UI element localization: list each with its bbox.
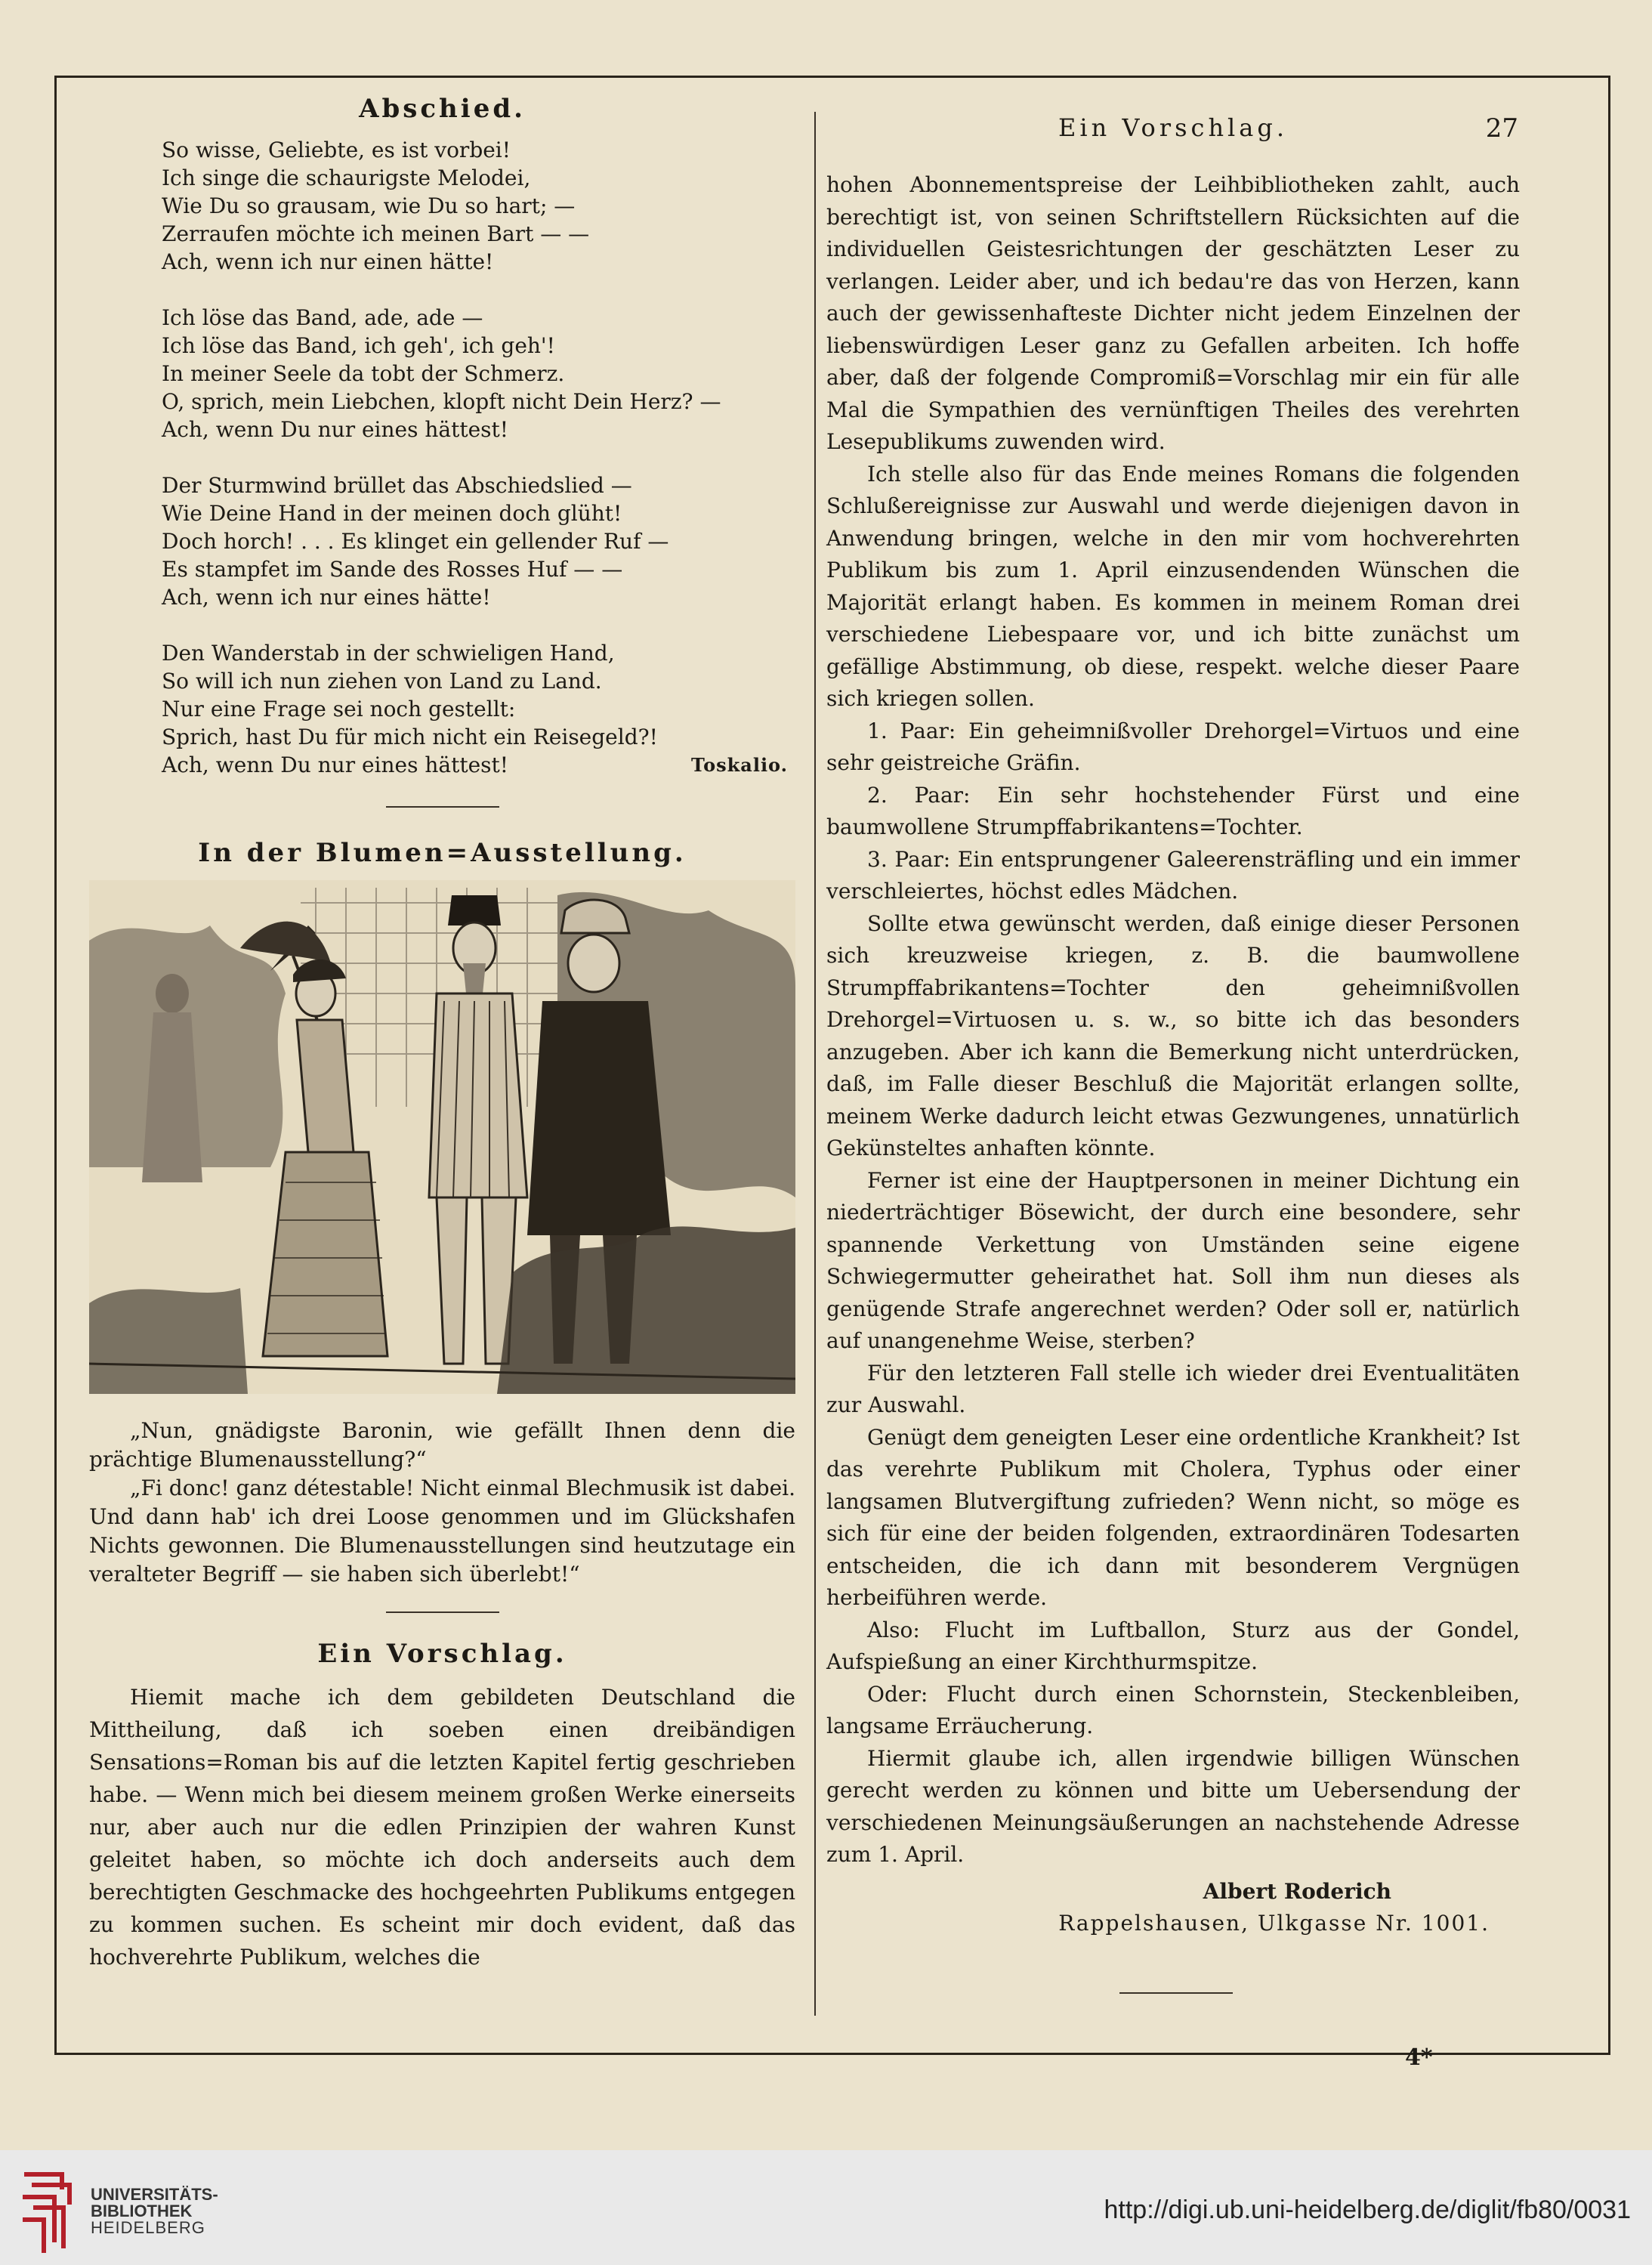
paragraph: Sollte etwa gewünscht werden, daß einige dieser Personen sich kreuzweise kriegen, z. B. die baumwollene Strumpffabrikantens=Tochter den geheimnißvollen Drehorgel=Virtuosen u. s. w., so bitte ich das besonders anzugeben. Aber ich kann die Bemerkung nicht unterdrücken, daß, im Falle dieser Beschluß die Majorität erlangen sollte, meinem Werke dadurch leicht etwas Gezwungenes, unnatürlich Gekünsteltes anhaften könnte. <box>826 910 1520 1160</box>
paragraph: 3. Paar: Ein entsprungener Galeerensträfling und ein immer verschleiertes, höchst edles Mädchen. <box>826 846 1520 904</box>
poem-line: Ach, wenn ich nur einen hätte! <box>162 249 494 274</box>
paragraph: Oder: Flucht durch einen Schornstein, Steckenbleiben, langsame Erräucherung. <box>826 1681 1520 1738</box>
author-address: Rappelshausen, Ulkgasse Nr. 1001. <box>1058 1910 1490 1936</box>
poem-title: Abschied. <box>359 94 526 124</box>
poem-line: Es stampfet im Sande des Rosses Huf — — <box>162 557 623 582</box>
paragraph: Ferner ist eine der Hauptpersonen in meiner Dichtung ein niederträchtiger Bösewicht, der durch eine besondere, sehr spannende Verkettung von Umständen seine eigene Schwiegermutter geheirathet hat. Soll ihm nun dieses als genügende Strafe angerechnet werden? Oder soll er, natürlich auf unangenehme Weise, sterben? <box>826 1167 1520 1353</box>
library-logo-icon[interactable] <box>17 2159 79 2256</box>
running-title: Ein Vorschlag. <box>1058 113 1289 142</box>
viewer-footer <box>0 2150 1652 2265</box>
poem-line: Ich singe die schaurigste Melodei, <box>162 165 531 190</box>
library-line-2: BIBLIOTHEK <box>91 2202 193 2220</box>
section-title-flower-show: In der Blumen=Ausstellung. <box>198 838 687 868</box>
paragraph: hohen Abonnementspreise der Leihbibliotheken zahlt, auch berechtigt ist, von seinen Schriftstellern Rücksichten auf die individuellen Geistesrichtungen der geschätzten Leser zu verlangen. Leider aber, und ich bedau're das von Herzen, kann auch der gewissenhafteste Dichter nicht jedem Einzelnen der liebenswürdigen Leser ganz zu Gefallen arbeiten. Ich hoffe aber, daß der folgende Compromiß=Vorschlag mir ein für alle Mal die Sympathien des vernünftigen Theiles des verehrten Lesepublikums zuwenden wird. <box>826 172 1520 454</box>
sheet-signature: 4* <box>1405 2044 1433 2071</box>
poem <box>89 136 795 779</box>
poem-author: Toskalio. <box>691 754 788 776</box>
left-column <box>89 94 795 1973</box>
engraving-illustration <box>89 880 795 1394</box>
poem-line: Der Sturmwind brüllet das Abschiedslied — <box>162 473 632 498</box>
poem-line: O, sprich, mein Liebchen, klopft nicht Dein Herz? — <box>162 389 721 414</box>
poem-line: Ach, wenn Du nur eines hättest! <box>162 417 509 442</box>
stanza-1 <box>162 136 795 276</box>
permalink-url[interactable]: http://digi.ub.uni-heidelberg.de/diglit/fb80/0031 <box>1104 2195 1631 2224</box>
paragraph: Für den letzteren Fall stelle ich wieder drei Eventualitäten zur Auswahl. <box>826 1360 1520 1417</box>
paragraph: Genügt dem geneigten Leser eine ordentliche Krankheit? Ist das verehrte Publikum mit Cholera, Typhus oder einer langsamen Blutvergiftung zufrieden? Wenn nicht, so möge es sich für eine der beiden folgenden, extraordinären Todesarten entscheiden, die ich dann mit besonderem Vergnügen herbeiführen werde. <box>826 1424 1520 1610</box>
poem-line: Ich löse das Band, ich geh', ich geh'! <box>162 333 555 358</box>
section-divider <box>386 806 499 808</box>
poem-line: In meiner Seele da tobt der Schmerz. <box>162 361 565 386</box>
section-title-proposal: Ein Vorschlag. <box>317 1639 567 1669</box>
logo-strokes <box>23 2174 69 2253</box>
poem-line: Den Wanderstab in der schwieligen Hand, <box>162 641 615 666</box>
caption-paragraph-2: „Fi donc! ganz détestable! Nicht einmal Blechmusik ist dabei. Und dann hab' ich drei Loose genommen und im Glückshafen Nichts gewonnen. Die Blumenausstellungen sind heutzutage ein veralteter Begriff — sie haben sich überlebt!“ <box>89 1475 795 1587</box>
library-name[interactable] <box>91 2186 218 2236</box>
paragraph: 1. Paar: Ein geheimnißvoller Drehorgel=Virtuos und eine sehr geistreiche Gräfin. <box>826 718 1520 775</box>
poem-line: Wie Deine Hand in der meinen doch glüht! <box>162 501 622 526</box>
poem-line: So will ich nun ziehen von Land zu Land. <box>162 669 602 694</box>
right-column <box>826 169 1520 1994</box>
poem-line: Ich löse das Band, ade, ade — <box>162 305 483 330</box>
proposal-paragraph: Hiemit mache ich dem gebildeten Deutschland die Mittheilung, daß ich soeben einen dreibändigen Sensations=Roman bis auf die letzten Kapitel fertig geschrieben habe. — Wenn mich bei diesem meinem großen Werke einerseits nur, aber auch nur die edlen Prinzipien der wahren Kunst geleitet haben, so möchte ich doch anderseits auch dem berechtigten Geschmacke des hochgeehrten Publikums entgegen zu kommen suchen. Es scheint mir doch evident, daß das hochverehrte Publikum, welches die <box>89 1685 795 1970</box>
paragraph: Hiermit glaube ich, allen irgendwie billigen Wünschen gerecht werden zu können und bitte um Uebersendung der verschiedenen Meinungsäußerungen an nachstehende Adresse zum 1. April. <box>826 1745 1520 1867</box>
poem-line: So wisse, Geliebte, es ist vorbei! <box>162 138 511 162</box>
poem-line: Nur eine Frage sei noch gestellt: <box>162 697 516 722</box>
library-line-3: HEIDELBERG <box>91 2218 205 2237</box>
library-line-1: UNIVERSITÄTS- <box>91 2185 218 2204</box>
paragraph: 2. Paar: Ein sehr hochstehender Fürst und eine baumwollene Strumpffabrikantens=Tochter. <box>826 782 1520 839</box>
poem-line: Zerraufen möchte ich meinen Bart — — <box>162 221 590 246</box>
paragraph: Also: Flucht im Luftballon, Sturz aus der Gondel, Aufspießung an einer Kirchthurmspitze. <box>826 1617 1520 1674</box>
poem-line: Wie Du so grausam, wie Du so hart; — <box>162 193 576 218</box>
caption-paragraph-1: „Nun, gnädigste Baronin, wie gefällt Ihnen denn die prächtige Blumenausstellung?“ <box>89 1418 795 1472</box>
stanza-4 <box>162 639 795 779</box>
page-number: 27 <box>1485 113 1518 144</box>
poem-line: Ach, wenn ich nur eines hätte! <box>162 585 491 610</box>
poem-line: Doch horch! . . . Es klinget ein gellender Ruf — <box>162 529 669 554</box>
poem-last-line <box>162 751 795 779</box>
stanza-2 <box>162 304 795 443</box>
running-head <box>826 113 1520 151</box>
section-divider <box>386 1611 499 1613</box>
stanza-3 <box>162 471 795 611</box>
poem-line: Sprich, hast Du für mich nicht ein Reisegeld?! <box>162 725 658 749</box>
author-signature: Albert Roderich <box>1203 1878 1391 1904</box>
end-divider <box>1119 1992 1233 1994</box>
column-rule <box>814 112 816 2016</box>
poem-line: Ach, wenn Du nur eines hättest! <box>162 752 509 777</box>
paragraph: Ich stelle also für das Ende meines Romans die folgenden Schlußereignisse zur Auswahl und werde diejenigen davon in Anwendung bringen, welche in den mir vom hochverehrten Publikum bis zum 1. April einzusendenden Wünschen die Majorität erlangt haben. Es kommen in meinem Roman drei verschiedene Liebespaare vor, und ich bitte zunächst um gefällige Abstimmung, ob diese, respekt. welche dieser Paare sich kriegen sollen. <box>826 461 1520 711</box>
